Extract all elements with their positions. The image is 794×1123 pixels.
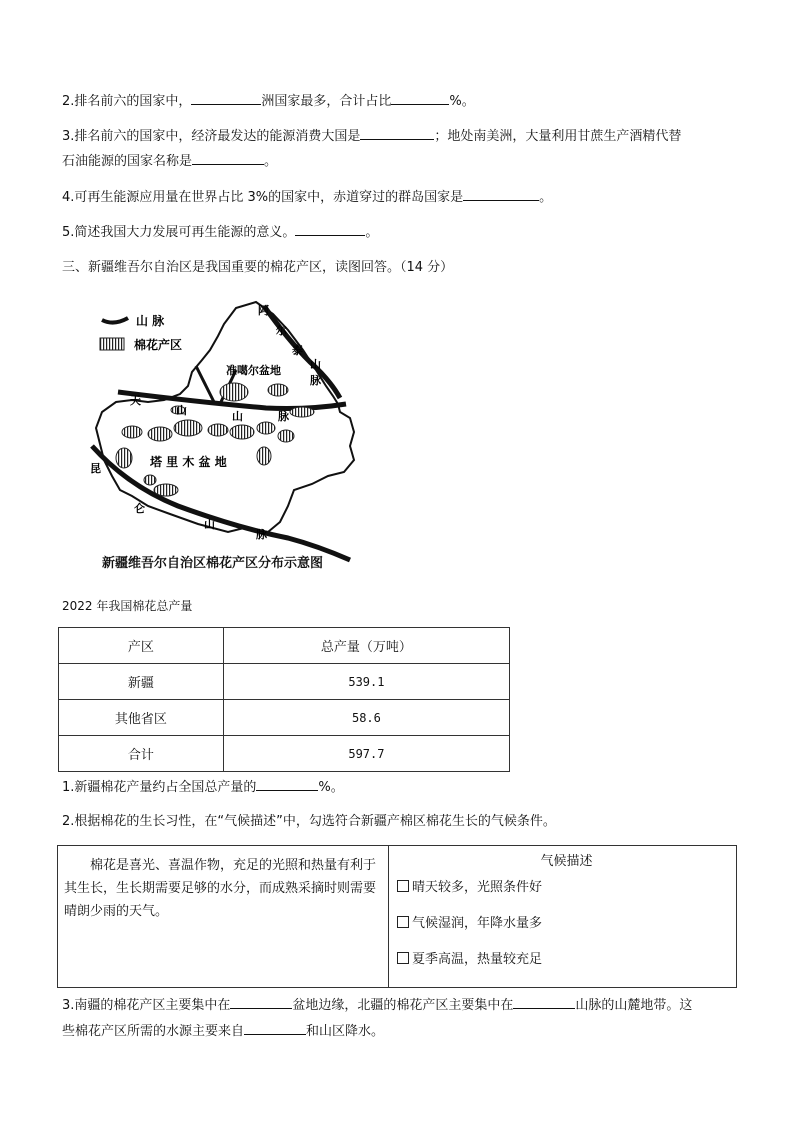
table-cell: 539.1 — [223, 664, 509, 700]
answer-blank[interactable] — [244, 1020, 306, 1035]
question-text: 山脉的山麓地带。这 — [575, 998, 693, 1013]
table-row — [59, 736, 510, 772]
answer-blank[interactable] — [391, 90, 449, 105]
cotton-area — [257, 422, 275, 434]
answer-blank[interactable] — [191, 90, 261, 105]
tianshan-label-1: 天 — [130, 394, 141, 407]
cotton-area — [257, 447, 271, 465]
map-caption: 新疆维吾尔自治区棉花产区分布示意图 — [102, 556, 324, 571]
table-cell: 58.6 — [223, 700, 509, 736]
question-text: 5.简述我国大力发展可再生能源的意义。 — [62, 225, 296, 240]
climate-header: 气候描述 — [540, 854, 593, 869]
table-row — [59, 700, 510, 736]
checkbox-icon[interactable] — [397, 880, 409, 892]
checkbox-icon[interactable] — [397, 916, 409, 928]
legend-cotton-label: 棉花产区 — [134, 338, 183, 352]
cotton-area — [144, 475, 156, 485]
question-2-5 — [62, 221, 378, 243]
cotton-area — [290, 407, 314, 417]
legend-cotton-symbol — [100, 338, 124, 350]
table-cell: 597.7 — [223, 736, 509, 772]
table-cell: 新疆 — [59, 664, 224, 700]
cotton-area — [220, 383, 248, 401]
question-2-4 — [62, 186, 552, 208]
question-text: 1.新疆棉花产量约占全国总产量的 — [62, 780, 257, 795]
question-2-3-line2 — [62, 150, 277, 172]
answer-blank[interactable] — [295, 221, 365, 236]
question-text: 4.可再生能源应用量在世界占比 3%的国家中，赤道穿过的群岛国家是 — [62, 190, 464, 205]
question-text: 些棉花产区所需的水源主要来自 — [62, 1024, 245, 1039]
legend-mountain-label: 山 脉 — [136, 314, 165, 328]
altai-label-5: 脉 — [310, 374, 321, 387]
question-2-3 — [62, 125, 681, 147]
question-text: ；地处南美洲，大量利用甘蔗生产酒精代替 — [434, 129, 682, 144]
table1-title: 2022 年我国棉花总产量 — [62, 599, 193, 613]
question-text: 盆地边缘，北疆的棉花产区主要集中在 — [292, 998, 514, 1013]
altai-label-1: 阿 — [258, 304, 269, 317]
cotton-description: 棉花是喜光、喜温作物，充足的光照和热量有利于其生长，生长期需要足够的水分，而成熟采摘时则需要晴朗少雨的天气。 — [58, 846, 389, 988]
cotton-area — [174, 420, 202, 436]
tarim-basin-label: 塔 里 木 盆 地 — [150, 455, 227, 469]
cotton-production-table — [58, 627, 510, 772]
altai-label-4: 山 — [310, 358, 321, 371]
checkbox-icon[interactable] — [397, 952, 409, 964]
cotton-area — [148, 427, 172, 441]
question-3-2: 2.根据棉花的生长习性，在“气候描述”中，勾选符合新疆产棉区棉花生长的气候条件。 — [62, 814, 556, 829]
cotton-area — [208, 424, 228, 436]
answer-blank[interactable] — [513, 994, 575, 1009]
tianshan-label-4: 脉 — [278, 410, 289, 423]
climate-table — [57, 845, 737, 988]
section-3-title: 三、新疆维吾尔自治区是我国重要的棉花产区，读图回答。（14 分） — [62, 260, 454, 275]
tianshan-label-2: 山 — [176, 404, 187, 417]
kunlun-label-2: 仑 — [134, 502, 145, 515]
cotton-area — [116, 448, 132, 468]
question-text: 3.南疆的棉花产区主要集中在 — [62, 998, 231, 1013]
cotton-area — [122, 426, 142, 438]
question-3-1 — [62, 776, 344, 798]
legend-mountain-symbol — [102, 318, 128, 323]
question-text: 石油能源的国家名称是 — [62, 154, 193, 169]
answer-blank[interactable] — [230, 994, 292, 1009]
question-text: %。 — [318, 780, 344, 795]
question-2-2 — [62, 90, 475, 112]
question-text: %。 — [449, 94, 475, 109]
option-label: 晴天较多，光照条件好 — [412, 880, 543, 895]
climate-options-cell — [389, 846, 737, 988]
question-text: 2.排名前六的国家中， — [62, 94, 192, 109]
cotton-area — [154, 484, 178, 496]
tianshan-branch-line — [196, 366, 214, 402]
question-text: 和山区降水。 — [306, 1024, 385, 1039]
question-text: 洲国家最多，合计占比 — [261, 94, 392, 109]
answer-blank[interactable] — [360, 125, 434, 140]
cotton-area — [230, 425, 254, 439]
question-3-3-line2 — [62, 1020, 384, 1042]
question-text: 3.排名前六的国家中，经济最发达的能源消费大国是 — [62, 129, 361, 144]
xinjiang-cotton-map — [88, 300, 368, 580]
table-header-row — [59, 628, 510, 664]
question-3-3 — [62, 994, 692, 1016]
altai-label-3: 泰 — [292, 344, 303, 357]
table-header-cell: 总产量（万吨） — [223, 628, 509, 664]
cotton-area — [268, 384, 288, 396]
table-cell: 其他省区 — [59, 700, 224, 736]
question-text: 。 — [264, 154, 278, 169]
kunlun-label-3: 山 — [204, 518, 215, 531]
table-cell: 合计 — [59, 736, 224, 772]
climate-option[interactable] — [397, 914, 736, 934]
altai-label-2: 尔 — [276, 324, 287, 337]
climate-option[interactable] — [397, 950, 736, 970]
answer-blank[interactable] — [256, 776, 318, 791]
table-row — [59, 664, 510, 700]
question-text: 。 — [365, 225, 379, 240]
tianshan-label-3: 山 — [232, 410, 243, 423]
region-outline — [96, 302, 354, 532]
answer-blank[interactable] — [192, 150, 264, 165]
answer-blank[interactable] — [463, 186, 539, 201]
table-header-cell: 产区 — [59, 628, 224, 664]
option-label: 气候湿润，年降水量多 — [412, 916, 543, 931]
option-label: 夏季高温，热量较充足 — [412, 952, 543, 967]
climate-option[interactable] — [397, 878, 736, 898]
question-text: 。 — [539, 190, 553, 205]
cotton-area — [278, 430, 294, 442]
kunlun-label-1: 昆 — [90, 462, 101, 475]
junggar-basin-label: 准噶尔盆地 — [226, 364, 281, 377]
kunlun-label-4: 脉 — [256, 528, 267, 541]
